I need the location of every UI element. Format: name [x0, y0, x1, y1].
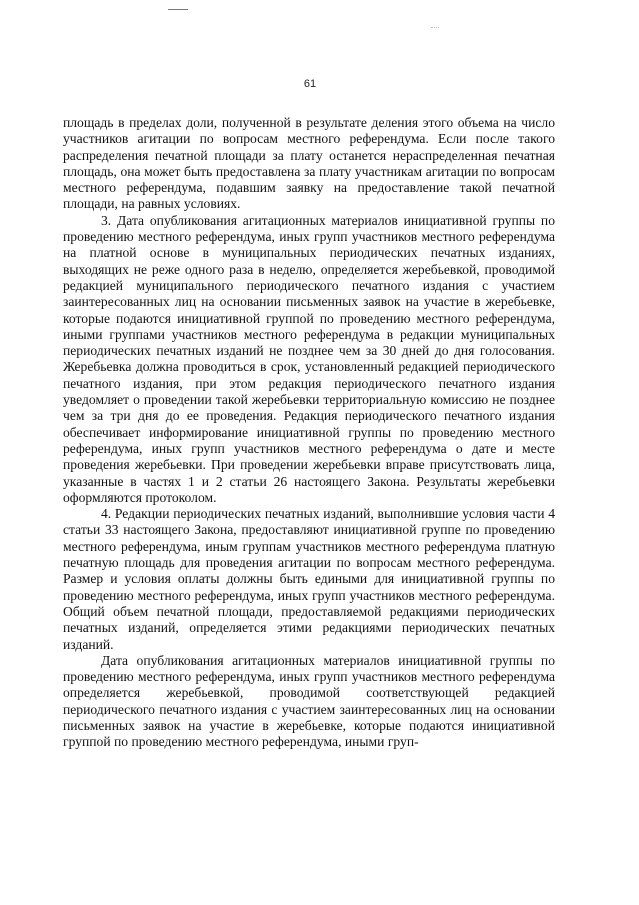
paragraph-part-4: 4. Редакции периодических печатных изданий, выполнившие условия части 4 статьи 33 настоящего Закона, предоставляют инициативной группе по проведению местного референдума, иным группам участников местного референдума платную печатную площадь для проведения агитации по вопросам местного референдума. Размер и условия оплаты должны быть едиными для инициативной группы по проведению местного референдума, иных групп участников местного референдума. Общий объем печатной площади, предоставляемой редакциями периодических печатных изданий, определяется этими редакциями периодических печатных изданий.	[63, 506, 555, 652]
document-body	[63, 115, 555, 751]
paragraph-part-3: 3. Дата опубликования агитационных материалов инициативной группы по проведению местного референдума, иных групп участников местного референдума на платной основе в муниципальных периодических печатных изданиях, выходящих не реже одного раза в неделю, определяется жеребьевкой, проводимой редакцией муниципального периодического печатного издания с участием заинтересованных лиц на основании письменных заявок на участие в жеребьевке, которые подаются инициативной группой по проведению местного референдума, иными группами участников местного референдума в редакции муниципальных периодических печатных изданий не позднее чем за 30 дней до дня голосования. Жеребьевка должна проводиться в срок, установленный редакцией периодического печатного издания, при этом редакция периодического печатного издания уведомляет о проведении такой жеребьевки территориальную комиссию не позднее чем за три дня до ее проведения. Редакция периодического печатного издания обеспечивает информирование инициативной группы по проведению местного референдума, иных групп участников местного референдума о дате и месте проведения жеребьевки. При проведении жеребьевки вправе присутствовать лица, указанные в частях 1 и 2 статьи 26 настоящего Закона. Результаты жеребьевки оформляются протоколом.	[63, 212, 555, 505]
paragraph-publication-date: Дата опубликования агитационных материалов инициативной группы по проведению местного референдума, иных групп участников местного референдума определяется жеребьевкой, проводимой соответствующей редакцией периодического печатного издания с участием заинтересованных лиц на основании письменных заявок на участие в жеребьевке, которые подаются инициативной группой по проведению местного референдума, иными груп-	[63, 652, 555, 750]
paragraph-continuation: площадь в пределах доли, полученной в результате деления этого объема на число участников агитации по вопросам местного референдума. Если после такого распределения печатной площади за плату останется нераспределенная печатная площадь, она может быть предоставлена за плату участникам агитации по вопросам местного референдума, подавшим заявку на предоставление такой печатной площади, на равных условиях.	[63, 115, 555, 212]
scan-artifact-dots	[431, 27, 439, 29]
scan-artifact-line	[168, 9, 188, 10]
page-number: 61	[303, 78, 317, 90]
